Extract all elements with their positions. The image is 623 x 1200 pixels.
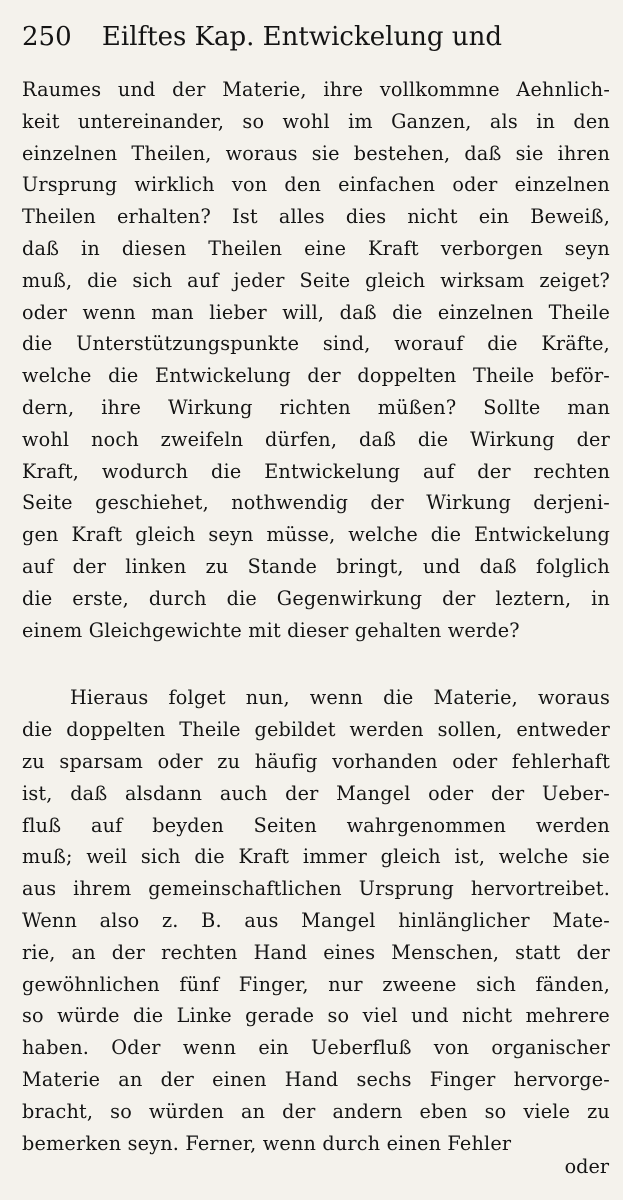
text-line: wohl noch zweifeln dürfen, daß die Wirkung der	[22, 427, 610, 451]
text-line: gewöhnlichen fünf Finger, nur zweene sich fänden,	[22, 972, 610, 996]
text-line: oder wenn man lieber will, daß die einzelnen Theile	[22, 300, 610, 324]
text-line: ist, daß alsdann auch der Mangel oder der Ueber-	[22, 781, 610, 805]
text-line: einem Gleichgewichte mit dieser gehalten werde?	[22, 618, 520, 642]
text-line: aus ihrem gemeinschaftlichen Ursprung hervortreibet.	[22, 877, 610, 901]
text-line: haben. Oder wenn ein Ueberfluß von organischer	[22, 1036, 610, 1060]
text-line: einzelnen Theilen, woraus sie bestehen, daß sie ihren	[22, 141, 610, 165]
text-line: Hieraus folget nun, wenn die Materie, woraus	[70, 686, 610, 710]
text-line: muß; weil sich die Kraft immer gleich ist, welche sie	[22, 845, 610, 869]
text-line: Raumes und der Materie, ihre vollkommne Aehnlich-	[22, 78, 610, 101]
paragraph-gap	[22, 646, 610, 682]
text-line: zu sparsam oder zu häufig vorhanden oder fehlerhaft	[22, 749, 610, 773]
text-line: bracht, so würden an der andern eben so viele zu	[22, 1099, 610, 1123]
text-body	[22, 74, 610, 1159]
text-line: Wenn also z. B. aus Mangel hinlänglicher Mate-	[22, 908, 610, 932]
text-line: die erste, durch die Gegenwirkung der leztern, in	[22, 586, 610, 610]
text-line: die Unterstützungspunkte sind, worauf die Kräfte,	[22, 332, 610, 356]
text-line: auf der linken zu Stande bringt, und daß folglich	[22, 554, 610, 578]
text-line: Ursprung wirklich von den einfachen oder einzelnen	[22, 173, 610, 197]
text-line: so würde die Linke gerade so viel und nicht mehrere	[22, 1004, 610, 1028]
text-line: muß, die sich auf jeder Seite gleich wirksam zeiget?	[22, 268, 610, 292]
text-line: rie, an der rechten Hand eines Menschen, statt der	[22, 940, 610, 964]
text-line: welche die Entwickelung der doppelten Theile beför-	[22, 364, 610, 388]
text-line: Theilen erhalten? Ist alles dies nicht ein Beweiß,	[22, 205, 610, 229]
paragraph	[22, 74, 610, 646]
text-line: Kraft, wodurch die Entwickelung auf der rechten	[22, 459, 610, 483]
text-line: Materie an der einen Hand sechs Finger hervorge-	[22, 1067, 610, 1091]
text-line: die doppelten Theile gebildet werden sollen, entweder	[22, 718, 610, 742]
text-line: bemerken seyn. Ferner, wenn durch einen Fehler	[22, 1131, 512, 1155]
text-line: gen Kraft gleich seyn müsse, welche die Entwickelung	[22, 523, 610, 547]
text-line: Seite geschiehet, nothwendig der Wirkung derjeni-	[22, 491, 610, 515]
running-title: Eilftes Kap. Entwickelung und	[101, 22, 502, 52]
text-line: fluß auf beyden Seiten wahrgenommen werden	[22, 813, 610, 837]
text-line: keit untereinander, so wohl im Ganzen, als in den	[22, 109, 610, 133]
text-line: dern, ihre Wirkung richten müßen? Sollte man	[22, 395, 610, 419]
catchword: oder	[564, 1155, 609, 1178]
page-number: 250	[22, 22, 72, 52]
page-header	[22, 20, 502, 54]
text-line: daß in diesen Theilen eine Kraft verborgen seyn	[22, 236, 610, 260]
paragraph	[22, 682, 610, 1159]
